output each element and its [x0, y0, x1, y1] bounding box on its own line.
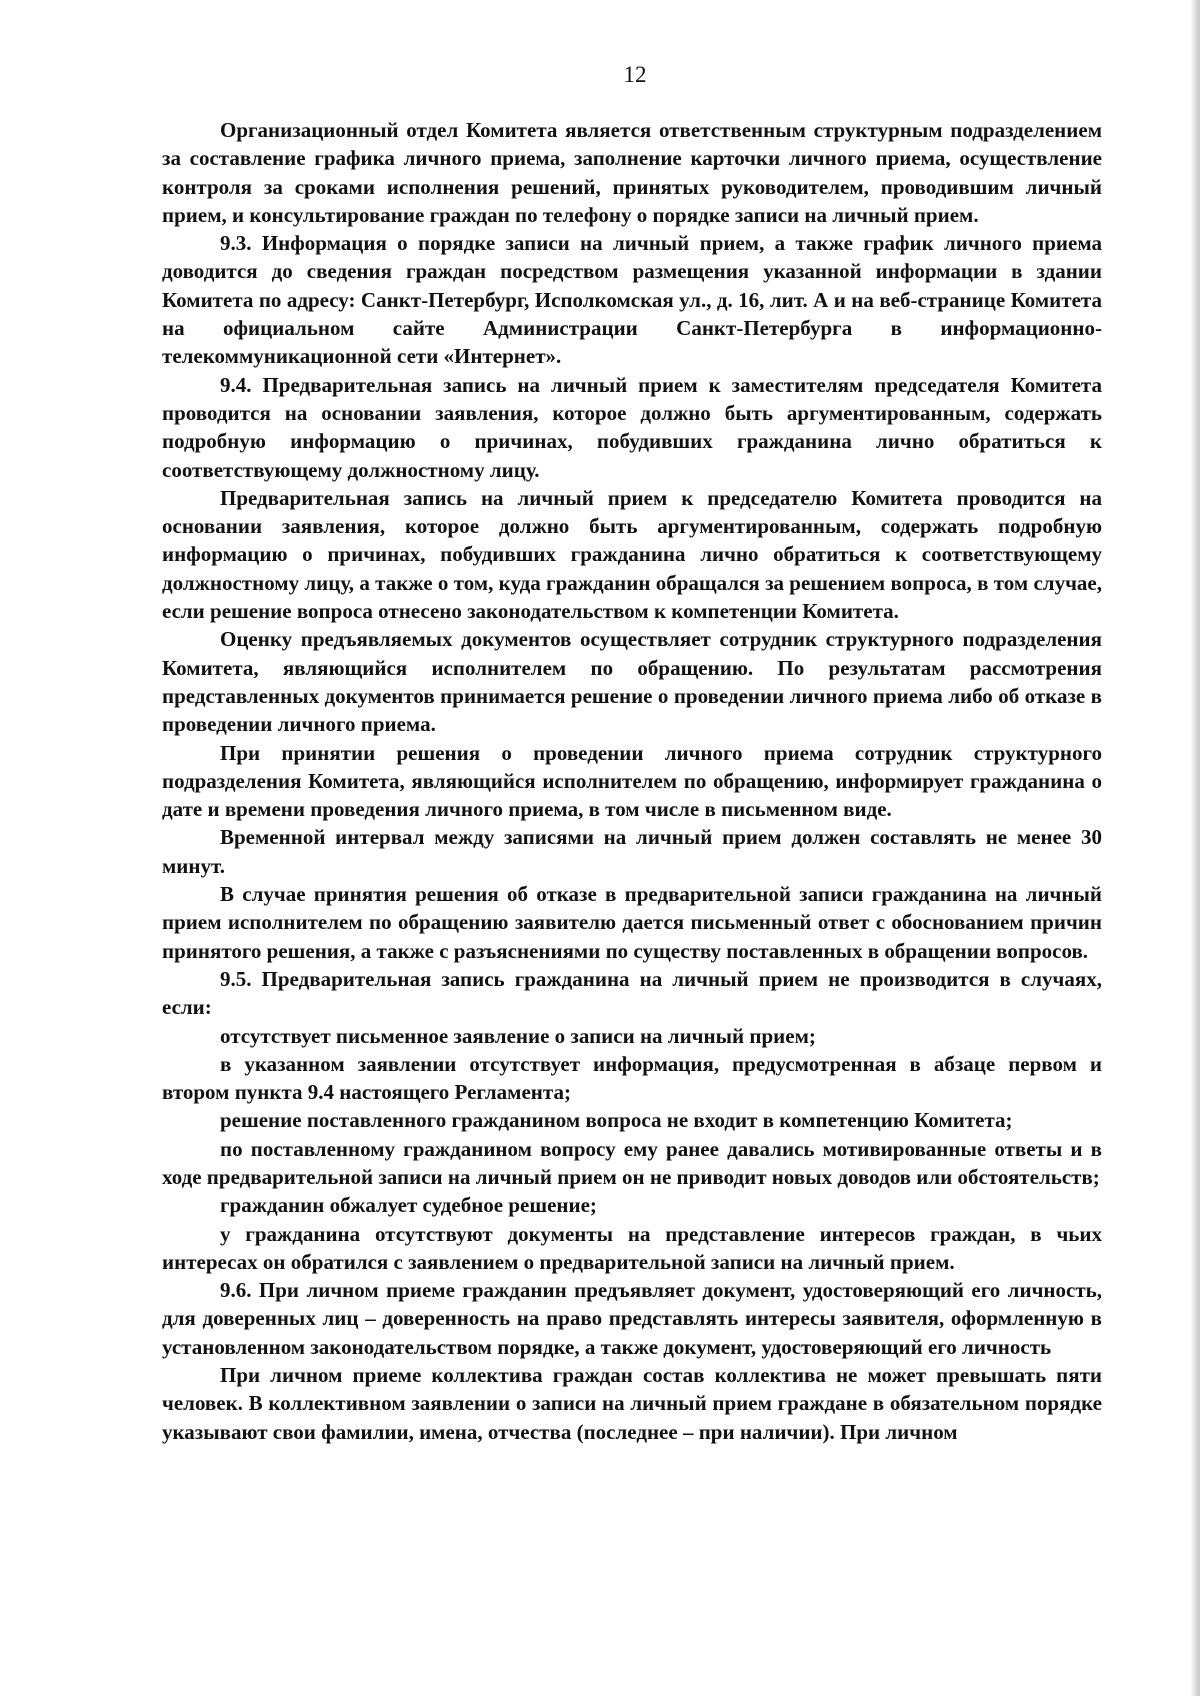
paragraph-chairman-appointment: Предварительная запись на личный прием к председателю Комитета проводится на основании заявления, которое должно быть аргументированным, содержать подробную информацию о причинах, побудивших гражданина лично обратиться к соответствующему должностному лицу, а также о том, куда гражданин обращался за решением вопроса, в том случае, если решение вопроса отнесено законодательством к компетенции Комитета. [162, 485, 1102, 624]
list-item-missing-info: в указанном заявлении отсутствует информация, предусмотренная в абзаце первом и втором пункта 9.4 настоящего Регламента; [162, 1051, 1102, 1105]
paragraph-collective-reception: При личном приеме коллектива граждан состав коллектива не может превышать пяти человек. В коллективном заявлении о записи на личный прием граждане в обязательном порядке указывают свои фамилии, имена, отчества (последнее – при наличии). При личном [162, 1363, 1102, 1444]
paragraph-document-evaluation: Оценку предъявляемых документов осуществляет сотрудник структурного подразделения Комитета, являющийся исполнителем по обращению. По результатам рассмотрения представленных документов принимается решение о проведении личного приема либо об отказе в проведении личного приема. [162, 627, 1102, 737]
paragraph-decision-notification: При принятии решения о проведении личного приема сотрудник структурного подразделения Комитета, являющийся исполнителем по обращению, информирует гражданина о дате и времени проведения личного приема, в том числе в письменном виде. [162, 740, 1102, 822]
page-number: 12 [623, 62, 647, 87]
paragraph-time-interval: Временной интервал между записями на личный прием должен составлять не менее 30 минут. [162, 825, 1102, 878]
paragraph-9-5: 9.5. Предварительная запись гражданина на личный прием не производится в случаях, если: [162, 966, 1102, 1020]
document-body [162, 116, 1102, 1446]
list-item-not-competence: решение поставленного гражданином вопроса не входит в компетенцию Комитета; [220, 1108, 1013, 1133]
page-edge-shadow [1190, 0, 1200, 1696]
list-item-previous-answers: по поставленному гражданином вопросу ему ранее давались мотивированные ответы и в ходе предварительной записи на личный прием он не приводит новых доводов или обстоятельств; [162, 1136, 1102, 1189]
paragraph-9-6: 9.6. При личном приеме гражданин предъявляет документ, удостоверяющий его личность, для доверенных лиц – доверенность на право представлять интересы заявителя, оформленную в установленном законодательством порядке, а также документ, удостоверяющий его личность [162, 1278, 1102, 1359]
paragraph-9-3: 9.3. Информация о порядке записи на личный прием, а также график личного приема доводится до сведения граждан посредством размещения указанной информации в здании Комитета по адресу: Санкт-Петербург, Исполкомская ул., д. 16, лит. А и на веб-странице Комитета на официальном сайте Администрации Санкт-Петербурга в информационно-телекоммуникационной сети «Интернет». [162, 231, 1102, 369]
paragraph-9-4: 9.4. Предварительная запись на личный прием к заместителям председателя Комитета проводится на основании заявления, которое должно быть аргументированным, содержать подробную информацию о причинах, побудивших гражданина лично обратиться к соответствующему должностному лицу. [162, 372, 1102, 482]
list-item-court-decision: гражданин обжалует судебное решение; [220, 1193, 597, 1218]
list-item-no-application: отсутствует письменное заявление о записи на личный прием; [220, 1023, 816, 1048]
list-item-no-documents: у гражданина отсутствуют документы на представление интересов граждан, в чьих интересах он обратился с заявлением о предварительной записи на личный прием. [162, 1221, 1102, 1274]
paragraph-org-department: Организационный отдел Комитета является ответственным структурным подразделением за составление графика личного приема, заполнение карточки личного приема, осуществление контроля за сроками исполнения решений, принятых руководителем, проводившим личный прием, и консультирование граждан по телефону о порядке записи на личный прием. [162, 118, 1102, 227]
paragraph-refusal: В случае принятия решения об отказе в предварительной записи гражданина на личный прием исполнителем по обращению заявителю дается письменный ответ с обоснованием причин принятого решения, а также с разъяснениями по существу поставленных в обращении вопросов. [162, 882, 1102, 963]
